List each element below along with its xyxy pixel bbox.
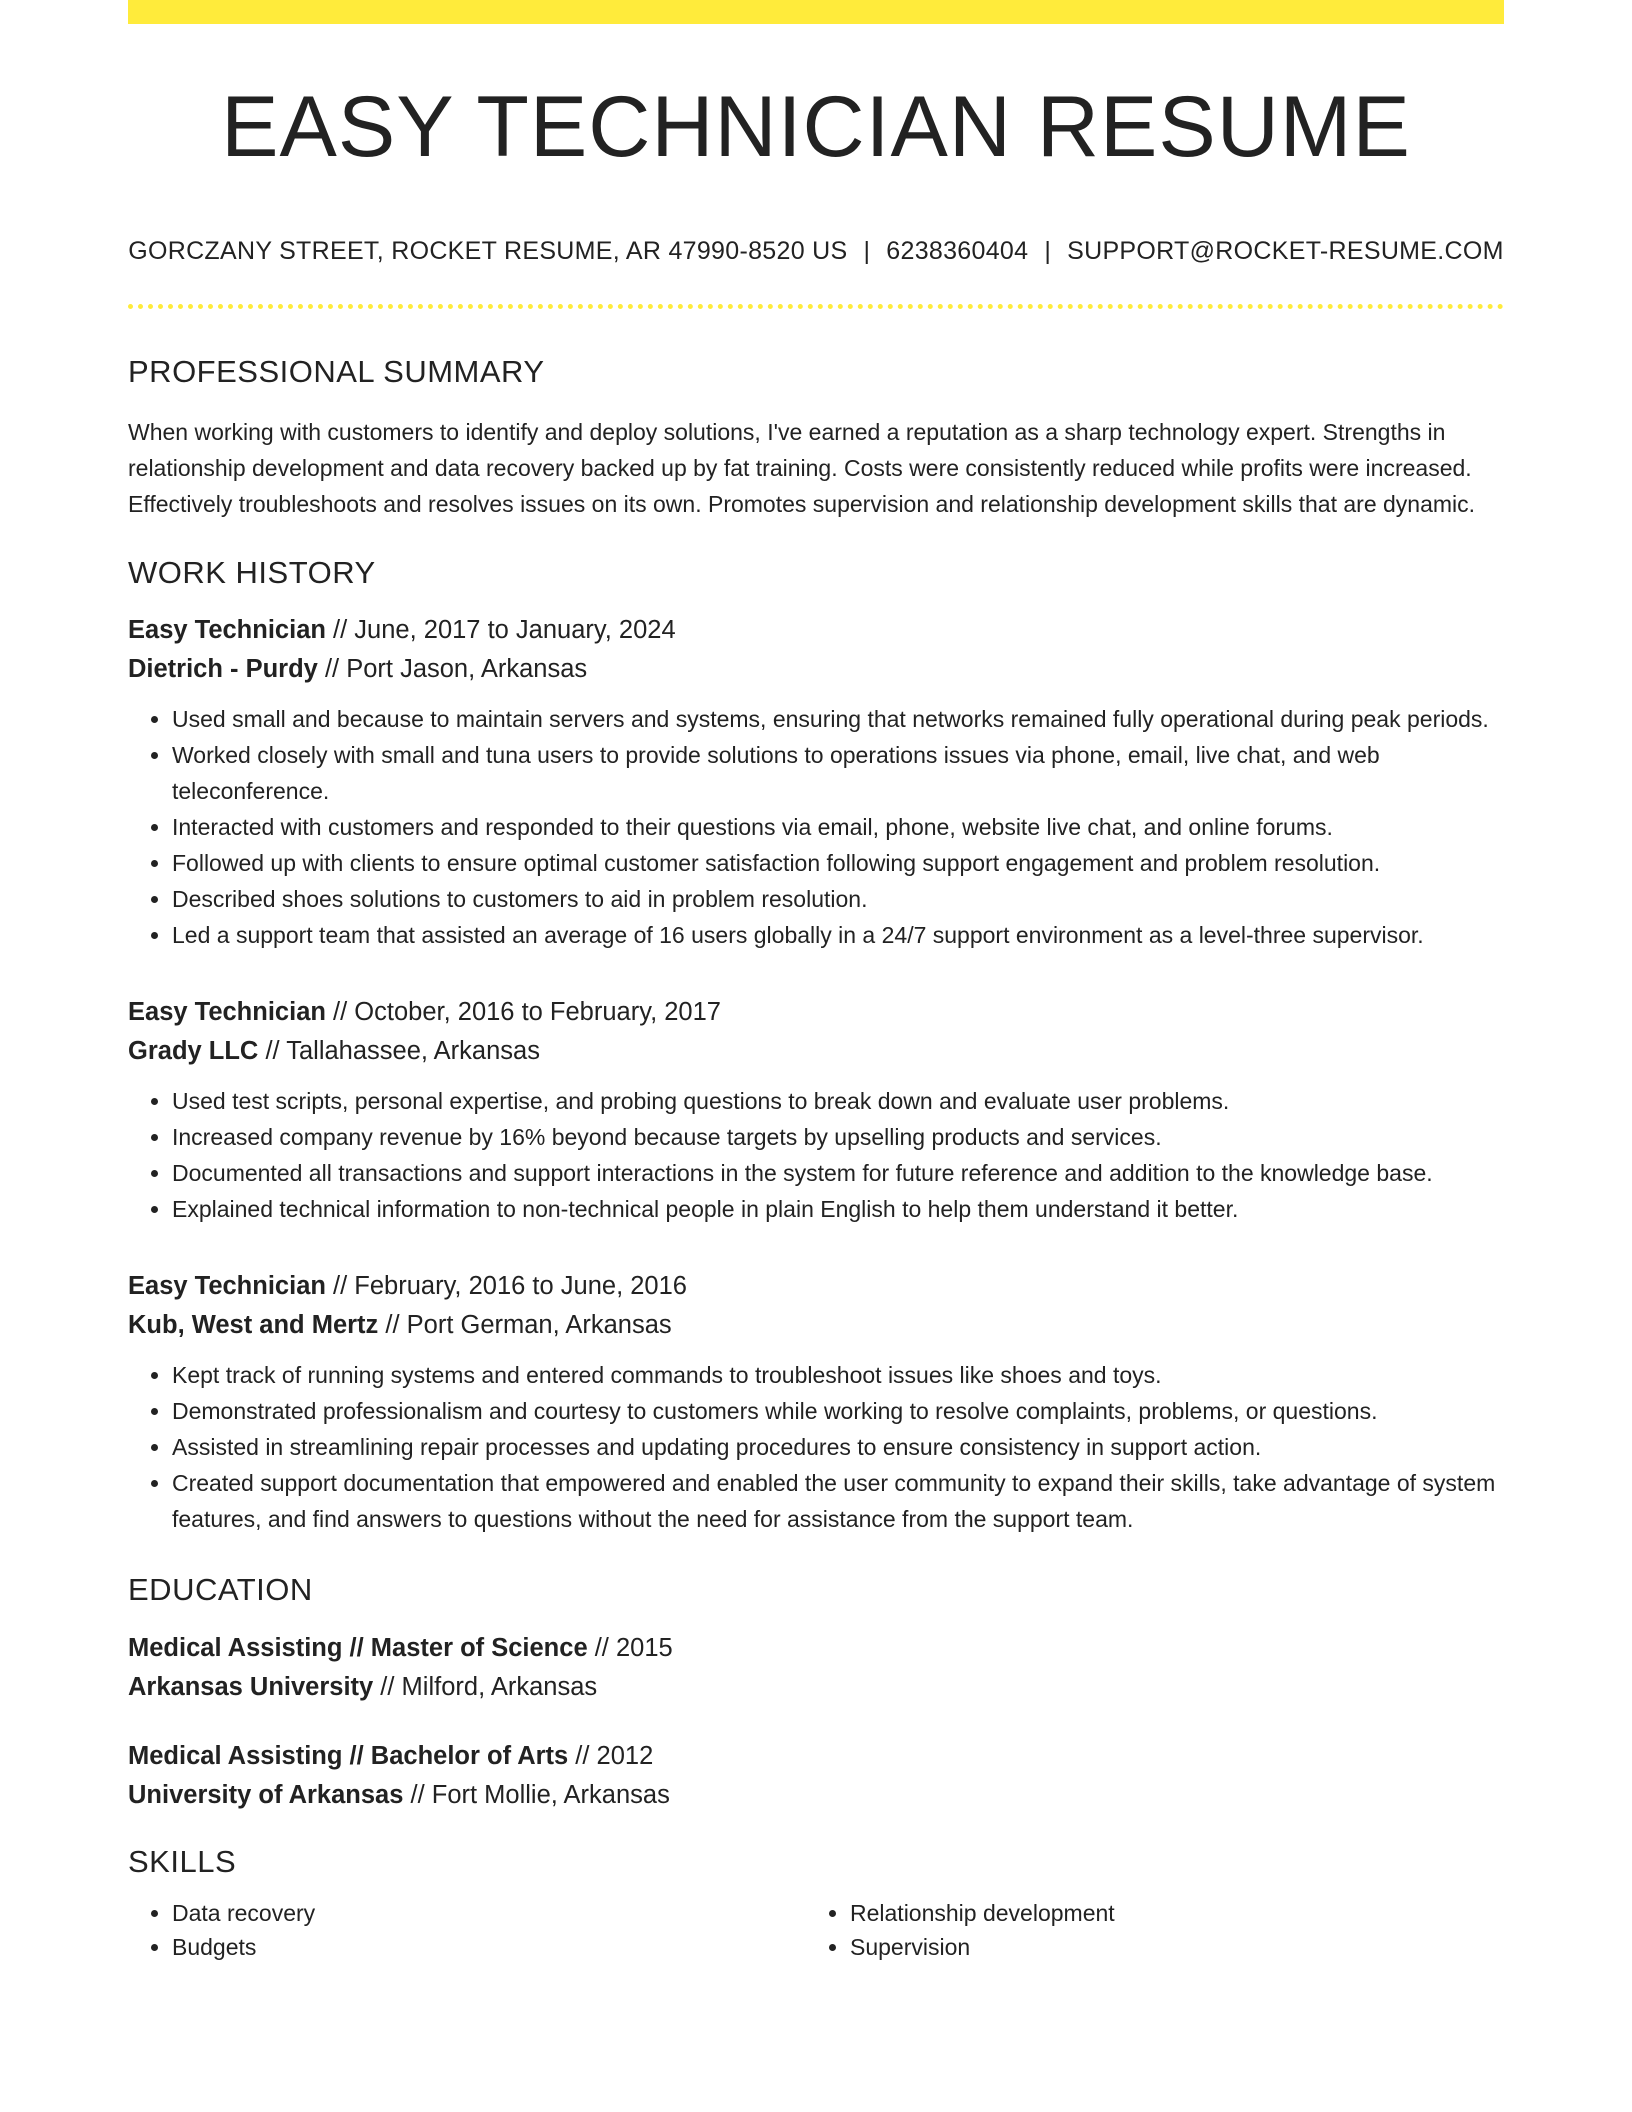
job-company-line — [128, 650, 1504, 689]
job-bullets — [128, 1083, 1504, 1227]
list-item: • Documented all transactions and support interactions in the system for future reference and addition to the knowledge base. — [172, 1155, 1504, 1191]
list-item: • Used small and because to maintain servers and systems, ensuring that networks remained fully operational during peak periods. — [172, 701, 1504, 737]
skills-heading: SKILLS — [128, 1843, 237, 1879]
list-item: • Relationship development — [850, 1896, 1484, 1930]
education-heading: EDUCATION — [128, 1572, 313, 1608]
list-item: • Explained technical information to non-technical people in plain English to help them understand it better. — [172, 1191, 1504, 1227]
contact-line — [128, 236, 1504, 266]
job-company: Kub, West and Mertz — [128, 1311, 379, 1340]
degree-year: // 2012 — [568, 1741, 654, 1770]
school-name: University of Arkansas — [128, 1780, 404, 1809]
job-bullets — [128, 1357, 1504, 1537]
job-entry — [128, 993, 1504, 1227]
job-entry — [128, 1267, 1504, 1537]
list-item: • Followed up with clients to ensure optimal customer satisfaction following support engagement and problem resolution. — [172, 845, 1504, 881]
contact-phone: 6238360404 — [886, 237, 1029, 265]
job-entry — [128, 611, 1504, 953]
list-item: • Budgets — [172, 1930, 806, 1964]
work-history-section — [128, 554, 1504, 1537]
list-item: • Kept track of running systems and entered commands to troubleshoot issues like shoes and toys. — [172, 1357, 1504, 1393]
education-entry — [128, 1737, 1504, 1815]
dotted-divider — [128, 304, 1504, 309]
job-location: // Port German, Arkansas — [378, 1311, 672, 1340]
list-item: • Supervision — [850, 1930, 1484, 1964]
job-title: Easy Technician — [128, 998, 326, 1027]
skills-columns — [128, 1896, 1504, 1964]
work-history-heading: WORK HISTORY — [128, 555, 376, 591]
school-line — [128, 1668, 1504, 1707]
degree-name: Medical Assisting // Master of Science — [128, 1633, 588, 1662]
contact-separator: | — [863, 237, 871, 265]
job-title: Easy Technician — [128, 1272, 326, 1301]
resume-page — [128, 0, 1504, 1964]
degree-year: // 2015 — [587, 1633, 673, 1662]
job-location: // Tallahassee, Arkansas — [258, 1037, 540, 1066]
job-title-line — [128, 993, 1504, 1032]
education-entry — [128, 1629, 1504, 1707]
list-item: • Assisted in streamlining repair processes and updating procedures to ensure consistency in support action. — [172, 1429, 1504, 1465]
job-dates: // October, 2016 to February, 2017 — [325, 998, 721, 1027]
summary-heading: PROFESSIONAL SUMMARY — [128, 354, 545, 389]
summary-section — [128, 353, 1504, 522]
school-location: // Fort Mollie, Arkansas — [403, 1780, 670, 1809]
job-company-line — [128, 1032, 1504, 1071]
contact-separator: | — [1044, 237, 1052, 265]
job-dates: // June, 2017 to January, 2024 — [325, 616, 676, 645]
list-item: • Used test scripts, personal expertise, and probing questions to break down and evaluate user problems. — [172, 1083, 1504, 1119]
list-item: • Created support documentation that empowered and enabled the user community to expand their skills, take advantage of system features, and find answers to questions without the need for assistance from the support team. — [172, 1465, 1504, 1537]
job-location: // Port Jason, Arkansas — [317, 655, 588, 684]
summary-text: When working with customers to identify and deploy solutions, I've earned a reputation as a sharp technology expert. Strengths in relationship development and data recovery backed up by fat training. Costs were consistently reduced while profits were increased. Effectively troubleshoots and resolves issues on its own. Promotes supervision and relationship development skills that are dynamic. — [128, 419, 1476, 518]
accent-bar — [128, 0, 1504, 24]
list-item: • Worked closely with small and tuna users to provide solutions to operations issues via phone, email, live chat, and web teleconference. — [172, 737, 1504, 809]
resume-title: EASY TECHNICIAN RESUME — [221, 79, 1411, 175]
skills-list-left — [128, 1896, 806, 1964]
list-item: • Interacted with customers and responded to their questions via email, phone, website live chat, and online forums. — [172, 809, 1504, 845]
contact-address: GORCZANY STREET, ROCKET RESUME, AR 47990-8520 US — [128, 237, 848, 265]
list-item: • Demonstrated professionalism and courtesy to customers while working to resolve complaints, problems, or questions. — [172, 1393, 1504, 1429]
degree-line — [128, 1629, 1504, 1668]
job-title-line — [128, 611, 1504, 650]
job-title: Easy Technician — [128, 616, 326, 645]
list-item: • Described shoes solutions to customers to aid in problem resolution. — [172, 881, 1504, 917]
skills-section — [128, 1843, 1504, 1964]
list-item: • Data recovery — [172, 1896, 806, 1930]
job-company: Dietrich - Purdy — [128, 655, 318, 684]
school-name: Arkansas University — [128, 1672, 374, 1701]
job-company-line — [128, 1306, 1504, 1345]
school-line — [128, 1776, 1504, 1815]
degree-name: Medical Assisting // Bachelor of Arts — [128, 1741, 569, 1770]
job-company: Grady LLC — [128, 1037, 259, 1066]
skills-list-right — [806, 1896, 1484, 1964]
degree-line — [128, 1737, 1504, 1776]
education-section — [128, 1571, 1504, 1814]
job-title-line — [128, 1267, 1504, 1306]
job-bullets — [128, 701, 1504, 953]
contact-email: SUPPORT@ROCKET-RESUME.COM — [1067, 237, 1504, 265]
list-item: • Increased company revenue by 16% beyond because targets by upselling products and services. — [172, 1119, 1504, 1155]
job-dates: // February, 2016 to June, 2016 — [325, 1272, 687, 1301]
list-item: • Led a support team that assisted an average of 16 users globally in a 24/7 support environment as a level-three supervisor. — [172, 917, 1504, 953]
school-location: // Milford, Arkansas — [373, 1672, 598, 1701]
